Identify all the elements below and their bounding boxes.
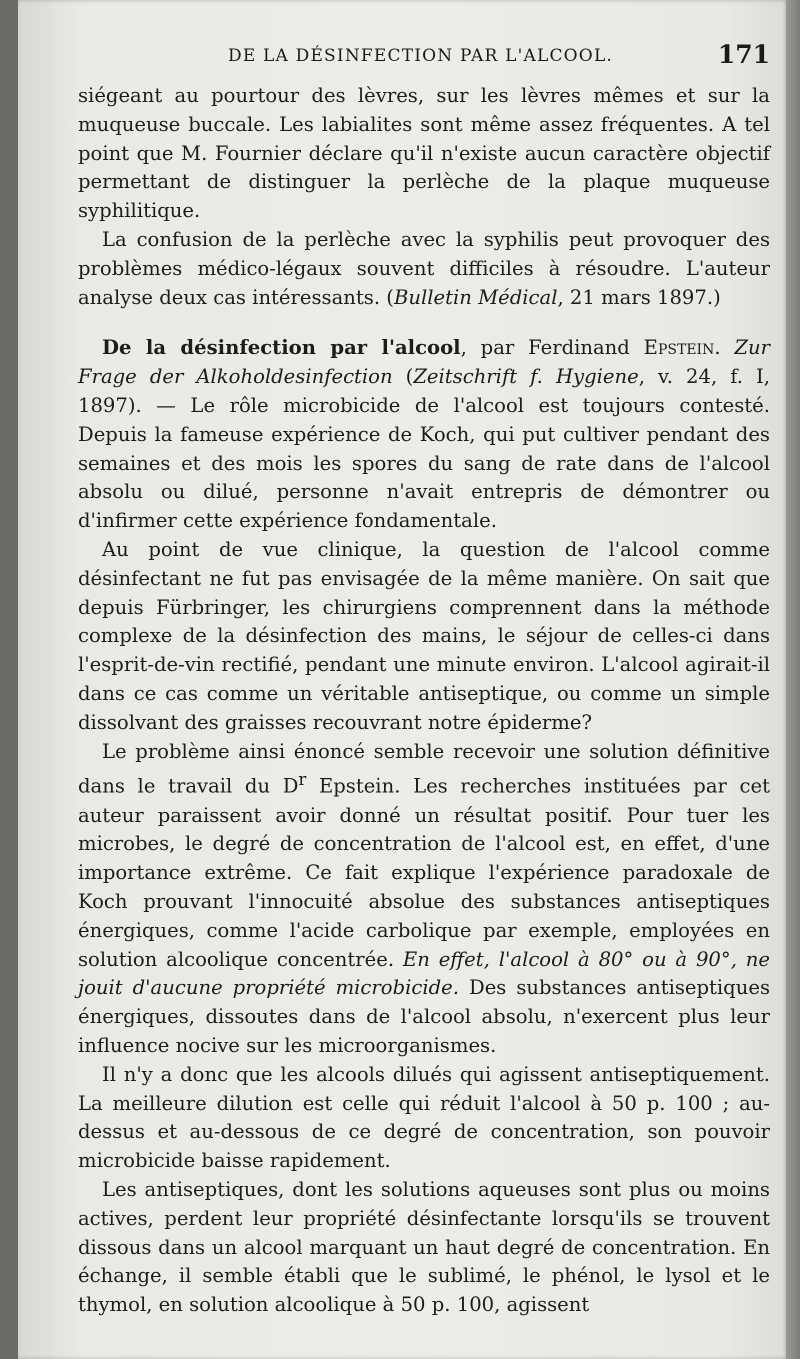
doctor-superscript: r <box>298 770 307 790</box>
emphasis-text: En effet, l'alcool à 80° ou à 90°, ne jouit d'aucune propriété microbicide. <box>78 947 770 1000</box>
paragraph-continuation: siégeant au pourtour des lèvres, sur les lèvres mêmes et sur la muqueuse buccale. Les labialites sont même assez fréquentes. A tel point que M. Fournier déclare qu'il n'existe aucun caractère objectif permettant de distinguer la perlèche de la plaque muqueuse syphilitique. <box>78 84 770 223</box>
article-paragraph-antiseptics: Les antiseptiques, dont les solutions aqueuses sont plus ou moins actives, perdent leur propriété désinfectante lorsqu'ils se trouvent dissous dans un alcool marquant un haut degré de concentration. En échange, il semble établi que le sublimé, le phénol, le lysol et le thymol, en solution alcoolique à 50 p. 100, agissent <box>78 1178 770 1317</box>
article-title: De la désinfection par l'alcool <box>102 336 461 360</box>
article-paragraph-clinical: Au point de vue clinique, la question de l'alcool comme désinfectant ne fut pas envisagée de la même manière. On sait que depuis Fürbringer, les chirurgiens comprennent dans la méthode complexe de la désinfection des mains, le séjour de celles-ci dans l'esprit-de-vin rectifié, pendant une minute environ. L'alcool agirait-il dans ce cas comme un véritable antiseptique, ou comme un simple dissolvant des graisses recouvrant notre épiderme? <box>78 537 770 734</box>
body-text <box>78 82 770 1320</box>
article-paragraph-problem <box>78 738 770 1061</box>
article-paragraph-dilution: Il n'y a donc que les alcools dilués qui agissent antiseptiquement. La meilleure dilution est celle qui réduit l'alcool à 50 p. 100 ; au-dessus et au-dessous de ce degré de concentration, son pouvoir microbicide baisse rapidement. <box>78 1062 770 1173</box>
section-gap <box>78 312 770 334</box>
paragraph-perleche <box>78 226 770 312</box>
book-page <box>18 0 788 1359</box>
reference-details: , v. 24, f. I, 1897). — Le rôle microbicide de l'alcool est toujours contesté. Depuis la fameuse expérience de Koch, qui put cultiver pendant des semaines et des mois les spores du sang de rate dans de l'alcool absolu ou dilué, personne n'avait entrepris de démontrer ou d'infirmer cette expérience fondamentale. <box>78 365 771 533</box>
reference-open: ( <box>392 365 414 389</box>
article-paragraph-intro <box>78 334 770 536</box>
paragraph-text: Le problème ainsi énoncé semble recevoir une solution définitive dans le travail du D <box>78 739 770 798</box>
article-author: Epstein <box>643 336 715 360</box>
page-number: 171 <box>717 40 770 69</box>
reference-journal: Zeitschrift f. Hygiene <box>413 365 639 389</box>
reference-title: Zur Frage der Alkoholdesinfection <box>78 336 770 389</box>
citation-date: , 21 mars 1897.) <box>557 285 721 309</box>
byline-suffix: . <box>714 336 721 360</box>
scan-edge <box>786 0 800 1359</box>
source-citation: Bulletin Médical <box>393 285 558 309</box>
byline-prefix: , par Ferdinand <box>460 336 644 360</box>
running-title: DE LA DÉSINFECTION PAR L'ALCOOL. <box>228 46 614 66</box>
paragraph-text: Des substances antiseptiques énergiques, dissoutes dans de l'alcool absolu, n'exercent plus leur influence nocive sur les microorganismes. <box>78 976 770 1058</box>
paragraph-text: La confusion de la perlèche avec la syphilis peut provoquer des problèmes médico-légaux souvent difficiles à résoudre. L'auteur analyse deux cas intéressants. ( <box>78 227 770 309</box>
page-header <box>78 40 774 76</box>
paragraph-text: Epstein. Les recherches instituées par cet auteur paraissent avoir donné un résultat positif. Pour tuer les microbes, le degré de concentration de l'alcool est, en effet, d'une importance extrême. Ce fait explique l'expérience paradoxale de Koch prouvant l'innocuité absolue des substances antiseptiques énergiques, comme l'acide carbolique par exemple, employées en solution alcoolique concentrée. <box>78 774 770 971</box>
